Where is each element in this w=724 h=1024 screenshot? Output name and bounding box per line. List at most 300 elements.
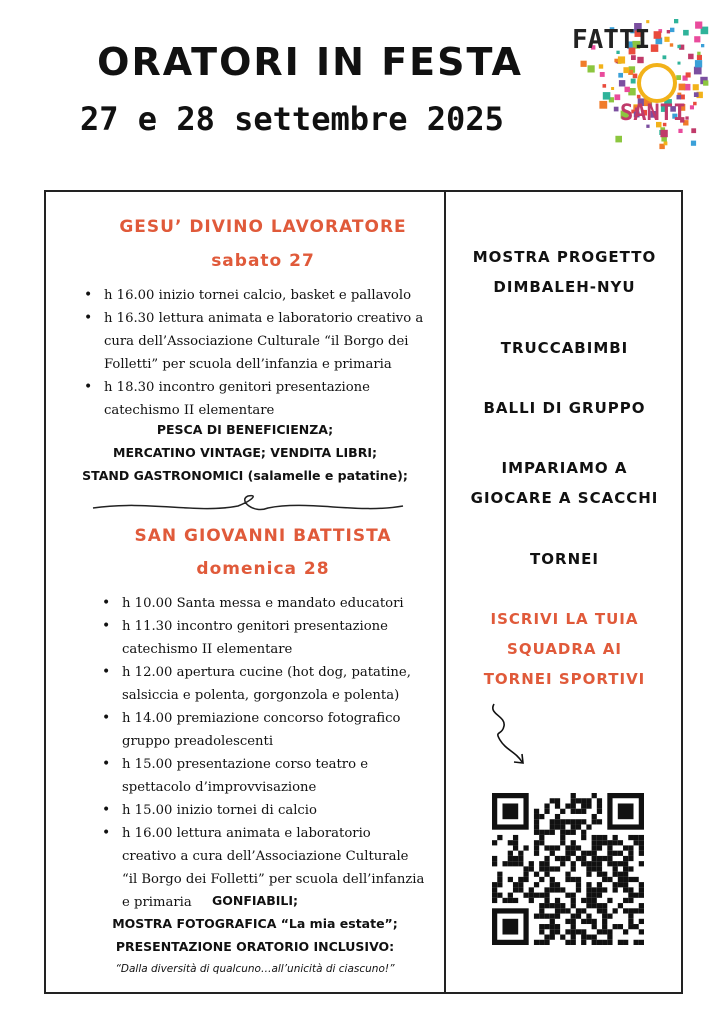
logo-tile <box>674 19 678 23</box>
activity-face-paint: TRUCCABIMBI <box>500 339 629 357</box>
logo-tile <box>667 30 670 33</box>
qr-module <box>597 908 602 913</box>
qr-module <box>597 861 602 866</box>
qr-module <box>576 809 581 814</box>
qr-module <box>523 877 528 882</box>
qr-module <box>613 840 618 845</box>
qr-module <box>613 924 618 929</box>
qr-module <box>623 887 628 892</box>
qr-module <box>539 893 544 898</box>
saturday-extra: STAND GASTRONOMICI (salamelle e patatine); <box>82 468 408 483</box>
qr-module <box>602 914 607 919</box>
qr-module <box>513 856 518 861</box>
qr-module <box>597 940 602 945</box>
qr-module <box>492 898 497 903</box>
qr-module <box>534 830 539 835</box>
logo-tile <box>625 87 630 92</box>
qr-module <box>539 830 544 835</box>
qr-module <box>539 835 544 840</box>
qr-module <box>581 851 586 856</box>
qr-module <box>586 898 591 903</box>
qr-module <box>550 845 555 850</box>
qr-module <box>628 856 633 861</box>
list-item: • h 11.30 incontro genitori presentazione catechismo II elementare <box>102 615 426 661</box>
qr-module <box>623 845 628 850</box>
qr-module <box>492 840 497 845</box>
qr-module <box>628 851 633 856</box>
qr-module <box>529 866 534 871</box>
qr-module <box>607 929 612 934</box>
sunday-day: domenica 28 <box>196 559 330 579</box>
qr-module <box>607 861 612 866</box>
qr-module <box>571 830 576 835</box>
logo-tile <box>600 72 605 77</box>
logo-fatti-text: FATTI <box>572 25 651 55</box>
logo-tile <box>697 52 700 55</box>
qr-module <box>613 866 618 871</box>
sunday-place: SAN GIOVANNI BATTISTA <box>134 526 392 546</box>
qr-module <box>628 866 633 871</box>
qr-module <box>571 877 576 882</box>
qr-module <box>550 919 555 924</box>
qr-module <box>518 887 523 892</box>
qr-module <box>513 861 518 866</box>
qr-module <box>586 861 591 866</box>
logo-santi-text: SANTI <box>620 101 687 126</box>
qr-module <box>639 903 644 908</box>
column-divider <box>444 190 446 994</box>
qr-module <box>571 840 576 845</box>
qr-module <box>602 887 607 892</box>
qr-module <box>607 898 612 903</box>
fatti-santi-logo <box>542 8 712 158</box>
list-item: • h 16.00 lettura animata e laboratorio creativo a cura dell’Associazione Culturale “il Borgo dei Folletti” per scuola dell’infanzia e primaria <box>102 822 426 914</box>
qr-module <box>534 940 539 945</box>
activity-exhibition-name: DIMBALEH-NYU <box>493 278 636 296</box>
qr-module <box>560 819 565 824</box>
qr-module <box>513 882 518 887</box>
qr-module <box>565 919 570 924</box>
qr-module <box>497 835 502 840</box>
qr-module <box>586 935 591 940</box>
qr-module <box>581 935 586 940</box>
list-item: • h 12.00 apertura cucine (hot dog, patatine, salsiccia e polenta, gorgonzola e polenta) <box>102 661 426 707</box>
qr-module <box>492 893 497 898</box>
qr-module <box>544 872 549 877</box>
qr-module <box>544 903 549 908</box>
qr-module <box>571 803 576 808</box>
qr-module <box>539 866 544 871</box>
qr-module <box>565 908 570 913</box>
qr-module <box>497 877 502 882</box>
qr-module <box>592 851 597 856</box>
qr-module <box>634 908 639 913</box>
qr-module <box>555 856 560 861</box>
qr-module <box>565 940 570 945</box>
qr-module <box>613 908 618 913</box>
qr-module <box>639 940 644 945</box>
qr-module <box>523 872 528 877</box>
qr-module <box>555 882 560 887</box>
qr-module <box>550 929 555 934</box>
cta-line3: TORNEI SPORTIVI <box>483 670 646 688</box>
logo-tile <box>599 101 607 109</box>
qr-module <box>560 824 565 829</box>
qr-module <box>550 882 555 887</box>
qr-module <box>555 914 560 919</box>
qr-module <box>586 851 591 856</box>
sunday-extra: PRESENTAZIONE ORATORIO INCLUSIVO: <box>115 939 395 954</box>
qr-module <box>571 793 576 798</box>
qr-module <box>592 814 597 819</box>
qr-module <box>560 935 565 940</box>
logo-tile <box>677 95 682 100</box>
qr-module <box>581 908 586 913</box>
activity-group-dance: BALLI DI GRUPPO <box>483 399 646 417</box>
qr-module <box>618 872 623 877</box>
qr-module <box>628 898 633 903</box>
qr-module <box>550 851 555 856</box>
qr-module <box>550 914 555 919</box>
qr-module <box>565 929 570 934</box>
qr-module <box>550 924 555 929</box>
qr-module <box>513 840 518 845</box>
qr-module <box>508 856 513 861</box>
activity-tournaments: TORNEI <box>530 550 599 568</box>
logo-tile <box>631 79 636 84</box>
qr-module <box>529 898 534 903</box>
qr-module <box>628 908 633 913</box>
qr-module <box>597 809 602 814</box>
qr-module <box>560 835 565 840</box>
logo-tile <box>691 128 696 133</box>
logo-tile <box>677 45 680 48</box>
qr-module <box>534 824 539 829</box>
logo-tile <box>615 136 622 143</box>
logo-tile <box>678 129 682 133</box>
logo-tile <box>599 64 603 68</box>
qr-module <box>628 845 633 850</box>
qr-module <box>555 803 560 808</box>
qr-module <box>639 845 644 850</box>
sunday-list <box>102 592 426 914</box>
qr-module <box>497 872 502 877</box>
sunday-motto: “Dalla diversità di qualcuno…all’unicità di ciascuno!” <box>115 963 395 975</box>
qr-module <box>607 935 612 940</box>
qr-module <box>634 840 639 845</box>
qr-module <box>597 866 602 871</box>
saturday-extra: PESCA DI BENEFICIENZA; <box>156 422 334 437</box>
qr-module <box>565 872 570 877</box>
qr-module <box>586 872 591 877</box>
qr-module <box>544 845 549 850</box>
qr-module <box>565 856 570 861</box>
qr-module <box>544 861 549 866</box>
qr-module <box>628 914 633 919</box>
qr-module <box>602 924 607 929</box>
qr-module <box>544 866 549 871</box>
qr-module <box>555 824 560 829</box>
qr-module <box>628 835 633 840</box>
qr-module <box>623 877 628 882</box>
qr-module <box>618 877 623 882</box>
qr-module <box>581 898 586 903</box>
qr-module <box>586 903 591 908</box>
qr-module <box>634 877 639 882</box>
qr-module <box>623 882 628 887</box>
logo-tile <box>663 55 667 59</box>
logo-tile <box>686 72 691 77</box>
logo-tile <box>688 54 694 60</box>
qr-module <box>639 893 644 898</box>
qr-module <box>602 929 607 934</box>
qr-module <box>555 814 560 819</box>
qr-module <box>592 887 597 892</box>
qr-module <box>586 887 591 892</box>
qr-module <box>602 903 607 908</box>
logo-tile <box>660 130 667 137</box>
qr-module <box>555 819 560 824</box>
qr-module <box>534 914 539 919</box>
qr-module <box>539 914 544 919</box>
qr-module <box>576 914 581 919</box>
qr-module <box>586 803 591 808</box>
qr-module <box>544 887 549 892</box>
qr-module <box>607 856 612 861</box>
qr-module <box>565 803 570 808</box>
qr-module <box>597 893 602 898</box>
list-item: • h 16.00 inizio tornei calcio, basket e pallavolo <box>84 284 424 307</box>
qr-module <box>607 877 612 882</box>
qr-module <box>623 898 628 903</box>
qr-module <box>571 861 576 866</box>
qr-module <box>571 935 576 940</box>
qr-module <box>607 845 612 850</box>
qr-module <box>581 856 586 861</box>
qr-module <box>586 893 591 898</box>
qr-module <box>539 929 544 934</box>
list-item: • h 10.00 Santa messa e mandato educatori <box>102 592 426 615</box>
logo-tile <box>676 75 681 80</box>
qr-module <box>544 809 549 814</box>
logo-tile <box>618 56 625 63</box>
qr-module <box>555 898 560 903</box>
qr-module <box>571 940 576 945</box>
qr-module <box>565 830 570 835</box>
qr-module <box>597 872 602 877</box>
sunday-extra: MOSTRA FOTOGRAFICA “La mia estate”; <box>112 916 398 931</box>
qr-code[interactable] <box>492 793 644 945</box>
qr-module <box>597 903 602 908</box>
qr-module <box>618 882 623 887</box>
logo-tile <box>695 22 702 29</box>
logo-tile <box>603 84 607 88</box>
qr-module <box>571 898 576 903</box>
logo-tile <box>588 65 595 72</box>
list-item: • h 18.30 incontro genitori presentazione catechismo II elementare <box>84 376 424 422</box>
logo-tile <box>637 57 643 63</box>
qr-module <box>576 929 581 934</box>
qr-module <box>539 814 544 819</box>
qr-module <box>592 893 597 898</box>
qr-module <box>560 903 565 908</box>
qr-module <box>550 877 555 882</box>
qr-module <box>639 835 644 840</box>
qr-module <box>586 866 591 871</box>
qr-module <box>581 861 586 866</box>
logo-tile <box>664 37 669 42</box>
qr-module <box>534 882 539 887</box>
qr-module <box>581 809 586 814</box>
logo-tile <box>614 59 618 63</box>
qr-module <box>550 887 555 892</box>
qr-module <box>571 893 576 898</box>
logo-tile <box>633 74 638 79</box>
qr-module <box>523 866 528 871</box>
logo-tile <box>631 55 636 60</box>
qr-module <box>586 882 591 887</box>
activity-chess-line1: IMPARIAMO A <box>501 459 628 477</box>
qr-module <box>550 798 555 803</box>
qr-module <box>592 793 597 798</box>
logo-tile <box>701 44 704 47</box>
qr-module <box>555 924 560 929</box>
qr-module <box>592 866 597 871</box>
qr-module <box>613 872 618 877</box>
qr-module <box>529 893 534 898</box>
qr-module <box>618 840 623 845</box>
qr-module <box>618 924 623 929</box>
logo-tile <box>581 61 587 67</box>
qr-module <box>534 809 539 814</box>
qr-module <box>592 924 597 929</box>
qr-module <box>555 929 560 934</box>
qr-module <box>571 903 576 908</box>
qr-module <box>555 866 560 871</box>
qr-module <box>518 861 523 866</box>
qr-module <box>523 845 528 850</box>
qr-module <box>623 908 628 913</box>
qr-module <box>544 914 549 919</box>
logo-tile <box>615 94 621 100</box>
qr-module <box>513 835 518 840</box>
qr-module <box>613 887 618 892</box>
qr-module <box>497 893 502 898</box>
qr-module <box>592 898 597 903</box>
qr-module <box>534 893 539 898</box>
qr-module <box>634 940 639 945</box>
activity-exhibition: MOSTRA PROGETTO <box>472 248 657 266</box>
qr-module <box>639 851 644 856</box>
list-item: • h 16.30 lettura animata e laboratorio creativo a cura dell’Associazione Culturale “il Borgo dei Folletti” per scuola dell’infanzia e primaria <box>84 307 424 376</box>
qr-module <box>607 940 612 945</box>
qr-module <box>513 845 518 850</box>
qr-module <box>581 929 586 934</box>
qr-module <box>555 908 560 913</box>
saturday-list <box>84 284 424 422</box>
qr-module <box>518 851 523 856</box>
qr-module <box>592 935 597 940</box>
logo-tile <box>694 92 699 97</box>
qr-module <box>597 803 602 808</box>
activity-chess-line2: GIOCARE A SCACCHI <box>470 489 659 507</box>
qr-module <box>639 882 644 887</box>
qr-module <box>623 866 628 871</box>
qr-module <box>586 824 591 829</box>
qr-module <box>628 924 633 929</box>
qr-module <box>581 819 586 824</box>
qr-module <box>576 882 581 887</box>
qr-module <box>560 887 565 892</box>
qr-module <box>550 903 555 908</box>
qr-module <box>581 798 586 803</box>
qr-module <box>597 882 602 887</box>
qr-module <box>597 819 602 824</box>
qr-module <box>602 940 607 945</box>
logo-tile <box>654 31 662 39</box>
qr-module <box>581 803 586 808</box>
qr-module <box>508 877 513 882</box>
qr-module <box>560 840 565 845</box>
qr-module <box>529 887 534 892</box>
logo-tile <box>618 73 623 78</box>
qr-module <box>592 819 597 824</box>
qr-module <box>639 861 644 866</box>
qr-module <box>544 940 549 945</box>
qr-module <box>592 835 597 840</box>
qr-module <box>560 908 565 913</box>
qr-module <box>618 861 623 866</box>
saturday-extra: MERCATINO VINTAGE; VENDITA LIBRI; <box>113 445 377 460</box>
qr-module <box>639 887 644 892</box>
qr-module <box>560 809 565 814</box>
logo-ball-icon <box>639 65 675 101</box>
logo-tile <box>678 62 681 65</box>
qr-module <box>513 887 518 892</box>
qr-module <box>571 824 576 829</box>
logo-tile <box>623 67 629 73</box>
qr-module <box>639 919 644 924</box>
qr-module <box>581 919 586 924</box>
qr-module <box>550 824 555 829</box>
logo-tile <box>603 92 611 100</box>
qr-module <box>571 919 576 924</box>
qr-module <box>581 940 586 945</box>
qr-module <box>534 845 539 850</box>
qr-module <box>613 851 618 856</box>
qr-module <box>560 830 565 835</box>
qr-module <box>565 845 570 850</box>
qr-module <box>508 840 513 845</box>
logo-tile <box>691 141 696 146</box>
qr-module <box>565 851 570 856</box>
cta-line2: SQUADRA AI <box>507 640 622 658</box>
qr-module <box>502 898 507 903</box>
qr-module <box>544 803 549 808</box>
qr-module <box>613 882 618 887</box>
qr-module <box>628 877 633 882</box>
qr-module <box>639 908 644 913</box>
logo-tile <box>703 80 708 85</box>
qr-module <box>597 840 602 845</box>
sunday-extra: GONFIABILI; <box>211 893 298 908</box>
qr-module <box>544 924 549 929</box>
qr-module <box>623 856 628 861</box>
qr-module <box>492 882 497 887</box>
qr-module <box>571 819 576 824</box>
qr-module <box>623 940 628 945</box>
arrow-down-icon <box>486 700 546 770</box>
